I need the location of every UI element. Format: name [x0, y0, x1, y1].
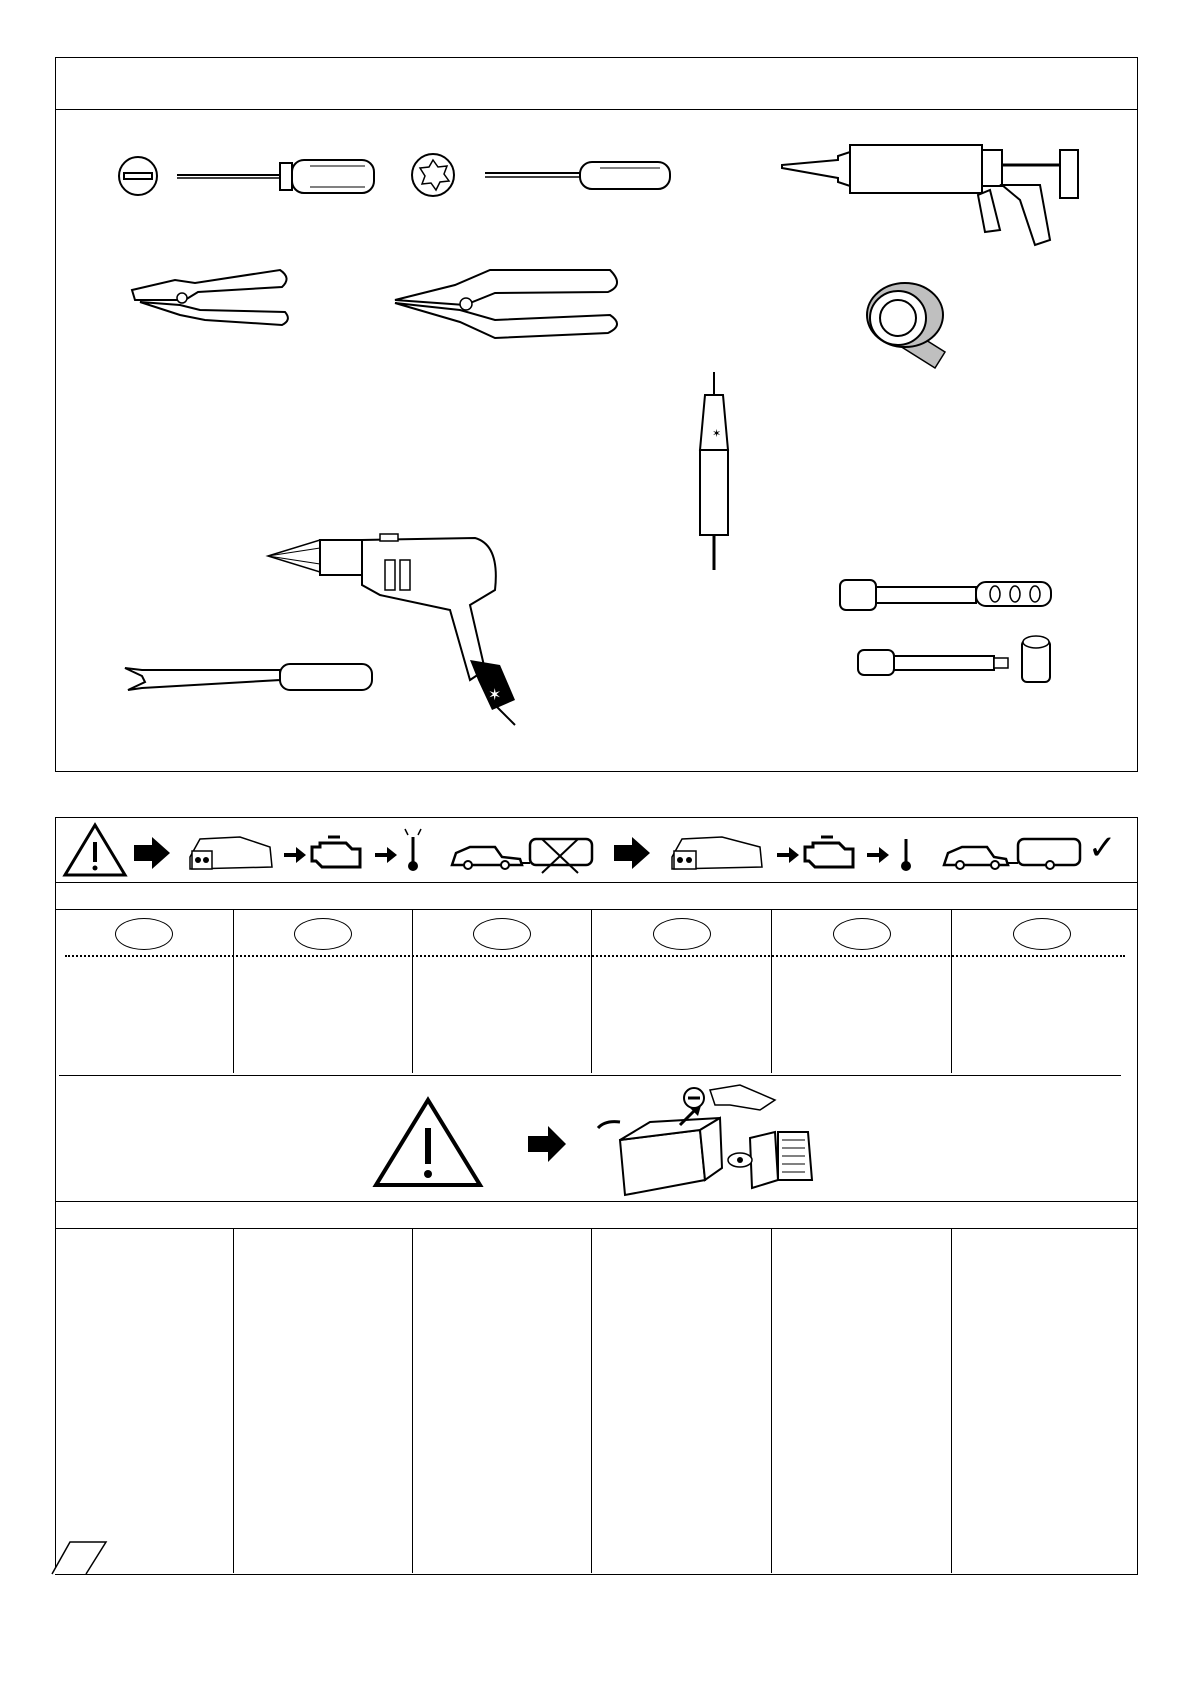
arrow-right-icon: [777, 847, 799, 863]
drill-illustration: [268, 534, 515, 725]
car-front-icon: [672, 837, 762, 869]
battery-warning-row: [0, 1080, 1192, 1200]
column-badge: [833, 918, 891, 950]
column-badge: [1013, 918, 1071, 950]
warning-triangle-icon: [376, 1100, 480, 1185]
arrow-right-icon: [867, 847, 889, 863]
torx-screwdriver-illustration: [412, 154, 670, 196]
side-cutters-illustration: [132, 270, 288, 325]
pliers-illustration: [395, 270, 617, 338]
arrow-right-icon: [614, 837, 650, 869]
thermometer-warning-icon: [405, 829, 421, 871]
tools-illustrations: [0, 0, 1192, 780]
column-badge: [653, 918, 711, 950]
car-trailer-icon: [944, 839, 1080, 869]
column-badge: [473, 918, 531, 950]
dotted-divider: [65, 955, 1125, 957]
ratchet-illustration: [840, 580, 1051, 610]
battery-disconnect-icon: [598, 1085, 775, 1195]
extension-socket-illustration: [858, 636, 1050, 682]
trim-remover-illustration: [125, 664, 372, 690]
arrow-right-icon: [284, 847, 306, 863]
thermometer-icon: [901, 839, 911, 871]
manual-icon: [728, 1132, 812, 1188]
arrow-right-icon: [528, 1126, 566, 1162]
arrow-right-icon: [134, 837, 170, 869]
check-icon: ✓: [1088, 828, 1117, 868]
car-front-icon: [190, 837, 272, 869]
svg-text:✶: ✶: [488, 685, 502, 704]
engine-icon: [312, 837, 360, 867]
test-lamp-illustration: [700, 372, 728, 570]
car-trailer-crossed-icon: [452, 839, 592, 873]
svg-text:✶: ✶: [712, 427, 722, 440]
section-header-1: [55, 882, 1138, 910]
section-header-2: [55, 1201, 1138, 1229]
page-corner-tab: [50, 1538, 110, 1578]
insulating-tape-illustration: [867, 283, 945, 368]
columns-row-2: [55, 1229, 1138, 1573]
engine-icon: [805, 837, 853, 867]
icon-sequence: [0, 817, 1192, 882]
columns-row-1: [55, 910, 1138, 1073]
sealant-gun-illustration: [782, 145, 1078, 245]
column-badge: [115, 918, 173, 950]
arrow-right-icon: [375, 847, 397, 863]
column-badge: [294, 918, 352, 950]
row-separator: [59, 1075, 1121, 1076]
flat-screwdriver-illustration: [119, 157, 374, 195]
warning-triangle-icon: [65, 825, 125, 875]
